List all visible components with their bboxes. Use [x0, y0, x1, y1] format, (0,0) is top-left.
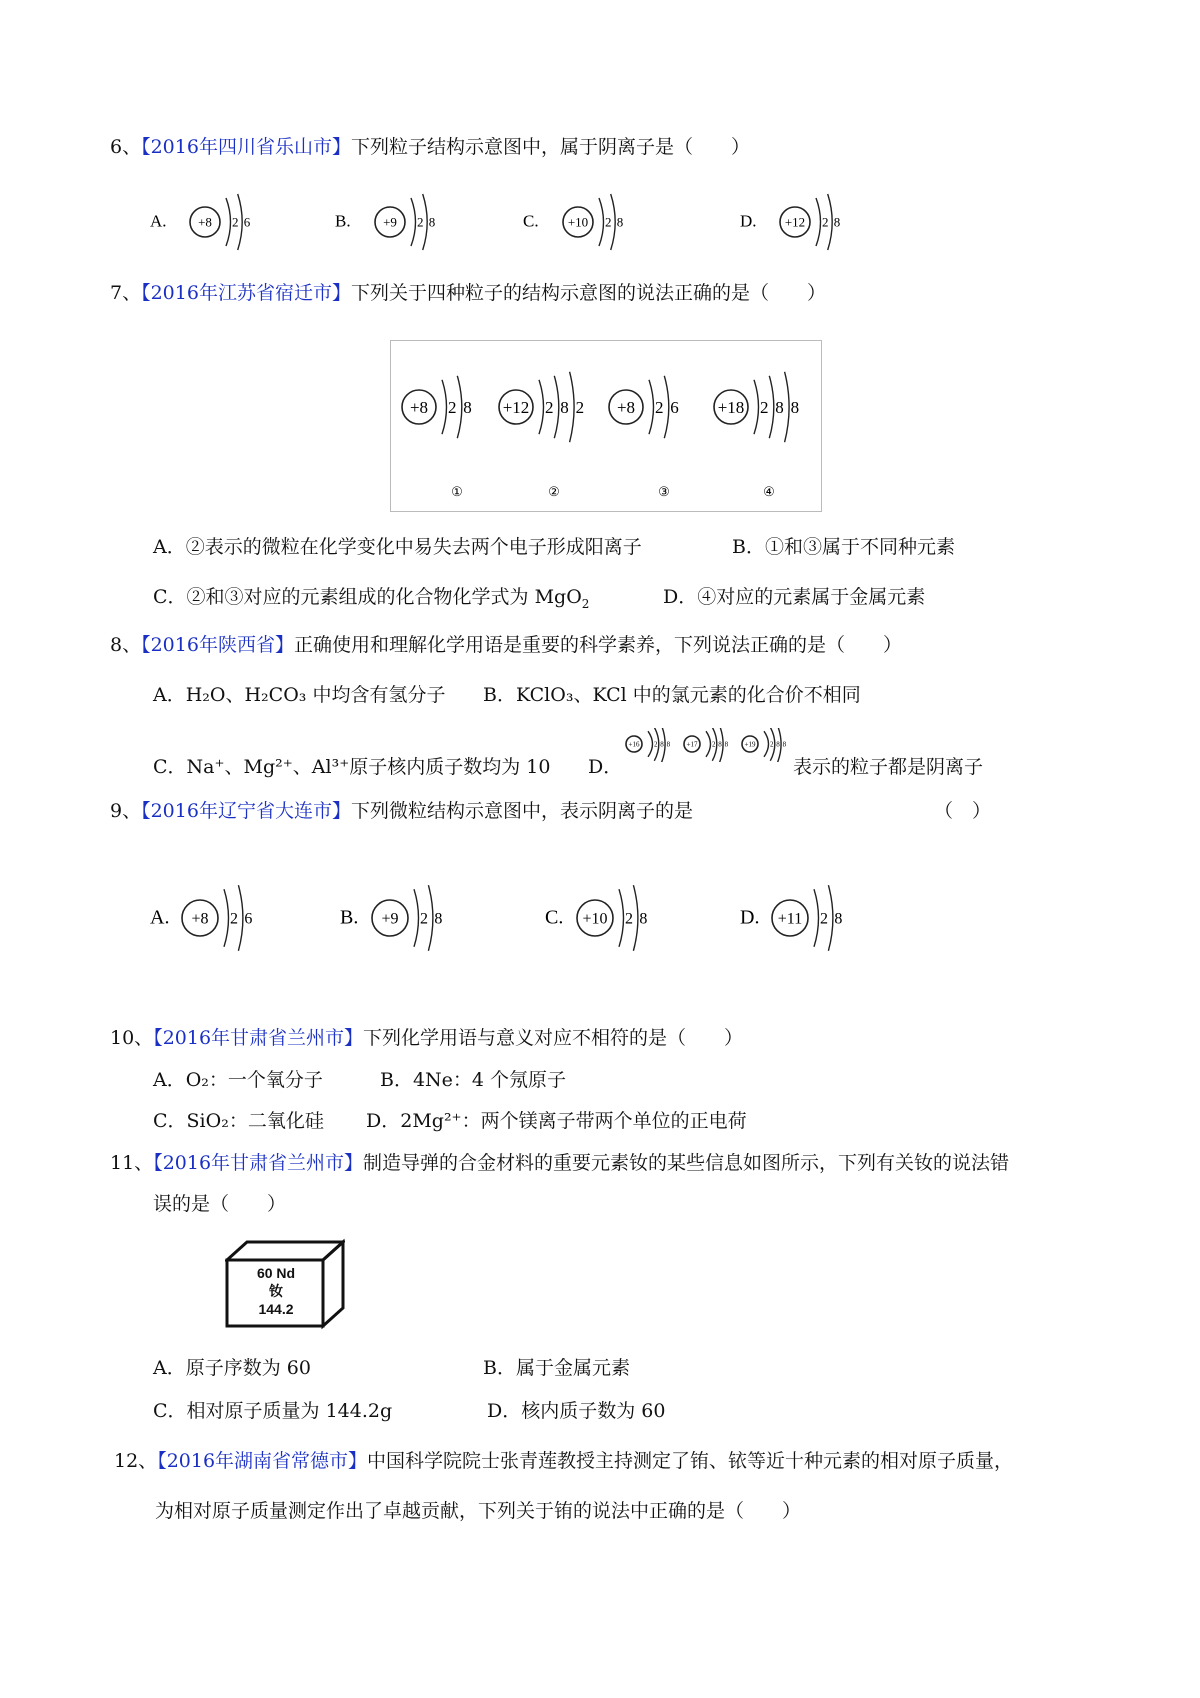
atom-structure-diagram: [740, 885, 842, 951]
nucleus-charge: +8: [191, 910, 209, 928]
nucleus-charge: +9: [383, 214, 397, 230]
question-stem: 正确使用和理解化学用语是重要的科学素养，下列说法正确的是（ ）: [293, 634, 902, 656]
q9-diagram-row: [150, 860, 1050, 980]
electron-shell-arc: [816, 198, 821, 246]
q9-answer-blank: （ ）: [934, 800, 992, 822]
nucleus-charge: +16: [628, 740, 640, 749]
electron-shell-arc: [442, 380, 447, 434]
shell-electron-count: 8: [790, 397, 800, 417]
option-label: C.: [523, 211, 539, 231]
question-10: [110, 1023, 743, 1050]
atom-structure-diagram: [714, 372, 799, 442]
electron-shell-arc: [457, 376, 462, 438]
nucleus-charge: +8: [409, 397, 429, 417]
electron-shell-arc: [570, 372, 575, 442]
source-tag: 【2016年甘肃省兰州市】: [153, 1027, 364, 1049]
shell-electron-count: 8: [782, 740, 787, 749]
electron-shell-arc: [633, 885, 638, 951]
question-stem: 下列粒子结构示意图中，属于阴离子是（ ）: [350, 136, 750, 158]
q11-option-a: A．原子序数为 60: [153, 1357, 311, 1379]
shell-electron-count: 8: [463, 397, 472, 417]
question-stem: 下列化学用语与意义对应不相符的是（ ）: [363, 1027, 744, 1049]
electron-shell-arc: [411, 198, 416, 246]
question-7: [110, 278, 826, 305]
nucleus-charge: +10: [582, 910, 608, 928]
atom-structure-diagram: [335, 194, 435, 250]
option-label: D.: [740, 211, 757, 231]
nucleus-charge: +10: [567, 214, 589, 230]
electron-shell-arc: [414, 889, 419, 947]
shell-electron-count: 2: [605, 214, 612, 230]
q11-option-b: B．属于金属元素: [483, 1357, 630, 1379]
shell-electron-count: 2: [770, 740, 774, 749]
shell-electron-count: 6: [670, 397, 679, 417]
shell-electron-count: 2: [230, 910, 238, 928]
electron-shell-arc: [769, 376, 774, 438]
option-label: D.: [740, 906, 760, 929]
q6-options: [150, 180, 1050, 260]
q6-diagram-row: [150, 180, 1050, 260]
shell-electron-count: 2: [448, 397, 457, 417]
electron-shell-arc: [828, 885, 833, 951]
element-mass: 144.2: [258, 1301, 294, 1317]
shell-electron-count: 8: [616, 214, 624, 230]
atom-structure-diagram: [545, 885, 647, 951]
question-number: 10、: [110, 1027, 154, 1049]
electron-shell-arc: [226, 198, 231, 246]
electron-shell-arc: [664, 376, 669, 438]
electron-shell-arc: [764, 731, 769, 757]
shell-electron-count: 8: [560, 397, 569, 417]
electron-shell-arc: [599, 198, 604, 246]
question-stem: 制造导弹的合金材料的重要元素钕的某些信息如图所示，下列有关钕的说法错: [363, 1152, 1010, 1174]
electron-shell-arc: [785, 372, 790, 442]
element-cell-nd: [225, 1238, 345, 1330]
electron-shell-arc: [706, 731, 711, 757]
q8-option-d-text: 表示的粒子都是阴离子: [793, 756, 984, 778]
source-tag: 【2016年湖南省常德市】: [157, 1450, 368, 1472]
q8-option-d-label: D．: [588, 756, 623, 778]
shell-electron-count: 8: [833, 214, 841, 230]
source-tag: 【2016年四川省乐山市】: [141, 136, 351, 158]
nucleus-charge: +19: [744, 740, 756, 749]
electron-shell-arc: [648, 731, 653, 757]
shell-electron-count: 8: [834, 910, 843, 928]
option-label: B.: [340, 906, 359, 929]
electron-shell-arc: [619, 889, 624, 947]
q10-option-c: C．SiO₂：二氧化硅: [153, 1110, 324, 1132]
option-label: C.: [545, 906, 564, 929]
nucleus-charge: +8: [198, 214, 212, 230]
question-9: [110, 796, 693, 823]
option-label: B.: [335, 211, 351, 231]
shell-electron-count: 8: [666, 740, 671, 749]
atom-structure-diagram: [609, 376, 679, 438]
question-stem: 中国科学院院士张青莲教授主持测定了铕、铱等近十种元素的相对原子质量，: [367, 1450, 1014, 1472]
question-stem: 下列关于四种粒子的结构示意图的说法正确的是（ ）: [350, 282, 826, 304]
question-stem: 下列微粒结构示意图中，表示阴离子的是: [350, 800, 693, 822]
atom-structure-diagram: [150, 885, 252, 951]
shell-electron-count: 6: [243, 214, 251, 230]
q7-option-c: C．②和③对应的元素组成的化合物化学式为 MgO$_2$: [153, 586, 590, 611]
q7-option-a: A．②表示的微粒在化学变化中易失去两个电子形成阳离子: [153, 536, 642, 558]
nucleus-charge: +18: [717, 397, 745, 417]
q8-option-c: C．Na⁺、Mg²⁺、Al³⁺原子核内质子数均为 10: [153, 756, 551, 778]
question-number: 11、: [110, 1152, 154, 1174]
shell-electron-count: 8: [434, 910, 443, 928]
q11-option-d: D．核内质子数为 60: [487, 1400, 666, 1422]
shell-electron-count: 2: [625, 910, 633, 928]
shell-electron-count: 2: [417, 214, 424, 230]
q8-option-a: A．H₂O、H₂CO₃ 中均含有氢分子: [153, 684, 446, 706]
shell-electron-count: 8: [775, 397, 784, 417]
nucleus-charge: +11: [777, 910, 803, 928]
nucleus-charge: +8: [616, 397, 636, 417]
shell-electron-count: 2: [760, 397, 769, 417]
shell-electron-count: 2: [654, 740, 658, 749]
q10-option-d: D．2Mg²⁺：两个镁离子带两个单位的正电荷: [366, 1110, 747, 1132]
atom-structure-diagram: [150, 194, 251, 250]
q8-diagram-row: [620, 728, 795, 762]
q7-figure: [390, 340, 822, 512]
electron-shell-arc: [554, 376, 559, 438]
electron-shell-arc: [754, 380, 759, 434]
q11-stem-continued: 误的是（ ）: [153, 1193, 287, 1215]
nucleus-charge: +9: [381, 910, 399, 928]
question-6: [110, 132, 750, 159]
atom-structure-diagram: [523, 194, 623, 250]
question-8: [110, 630, 902, 657]
source-tag: 【2016年陕西省】: [141, 634, 294, 656]
atom-structure-diagram: [626, 728, 671, 762]
q7-diagram-row: [391, 341, 821, 511]
option-label: A.: [150, 211, 167, 231]
source-tag: 【2016年甘肃省兰州市】: [153, 1152, 364, 1174]
q10-option-a: A．O₂：一个氧分子: [153, 1069, 323, 1091]
shell-electron-count: 2: [232, 214, 239, 230]
shell-electron-count: 2: [655, 397, 664, 417]
nucleus-charge: +12: [784, 214, 806, 230]
shell-electron-count: 8: [428, 214, 436, 230]
diagram-index: ④: [763, 484, 775, 499]
element-name: 钕: [269, 1283, 283, 1299]
nucleus-charge: +17: [686, 740, 698, 749]
diagram-index: ③: [658, 484, 670, 499]
atom-structure-diagram: [499, 372, 584, 442]
shell-electron-count: 2: [545, 397, 554, 417]
q7-option-d: D．④对应的元素属于金属元素: [663, 586, 926, 608]
atom-structure-diagram: [684, 728, 729, 762]
question-11: [110, 1148, 1009, 1175]
question-12: [114, 1446, 1013, 1473]
electron-shell-arc: [539, 380, 544, 434]
nucleus-charge: +12: [502, 397, 530, 417]
shell-electron-count: 2: [420, 910, 428, 928]
shell-electron-count: 6: [244, 910, 253, 928]
q10-option-b: B．4Ne：4 个氖原子: [380, 1069, 567, 1091]
shell-electron-count: 2: [712, 740, 716, 749]
shell-electron-count: 8: [660, 740, 664, 749]
question-number: 7、: [110, 282, 142, 304]
shell-electron-count: 2: [575, 397, 585, 417]
shell-electron-count: 8: [724, 740, 729, 749]
q9-options: [150, 860, 1050, 980]
source-tag: 【2016年辽宁省大连市】: [141, 800, 351, 822]
shell-electron-count: 2: [822, 214, 829, 230]
question-number: 9、: [110, 800, 142, 822]
atom-structure-diagram: [340, 885, 442, 951]
q8-option-d-diagrams: [620, 728, 795, 762]
q11-option-c: C．相对原子质量为 144.2g: [153, 1400, 393, 1422]
option-label: A.: [150, 906, 170, 929]
electron-shell-arc: [649, 380, 654, 434]
electron-shell-arc: [428, 885, 433, 951]
atom-structure-diagram: [740, 194, 840, 250]
electron-shell-arc: [238, 885, 243, 951]
q7-option-b: B．①和③属于不同种元素: [732, 536, 955, 558]
atom-structure-diagram: [402, 376, 472, 438]
shell-electron-count: 8: [776, 740, 780, 749]
question-number: 8、: [110, 634, 142, 656]
diagram-index: ②: [548, 484, 560, 499]
element-symbol: 60 Nd: [256, 1265, 296, 1281]
diagram-index: ①: [451, 484, 463, 499]
q12-stem-continued: 为相对原子质量测定作出了卓越贡献，下列关于铕的说法中正确的是（ ）: [155, 1500, 802, 1522]
q8-option-b: B．KClO₃、KCl 中的氯元素的化合价不相同: [483, 684, 861, 706]
electron-shell-arc: [814, 889, 819, 947]
shell-electron-count: 8: [718, 740, 722, 749]
source-tag: 【2016年江苏省宿迁市】: [141, 282, 351, 304]
shell-electron-count: 2: [820, 910, 828, 928]
electron-shell-arc: [224, 889, 229, 947]
question-number: 12、: [114, 1450, 158, 1472]
shell-electron-count: 8: [639, 910, 648, 928]
atom-structure-diagram: [742, 728, 787, 762]
question-number: 6、: [110, 136, 142, 158]
